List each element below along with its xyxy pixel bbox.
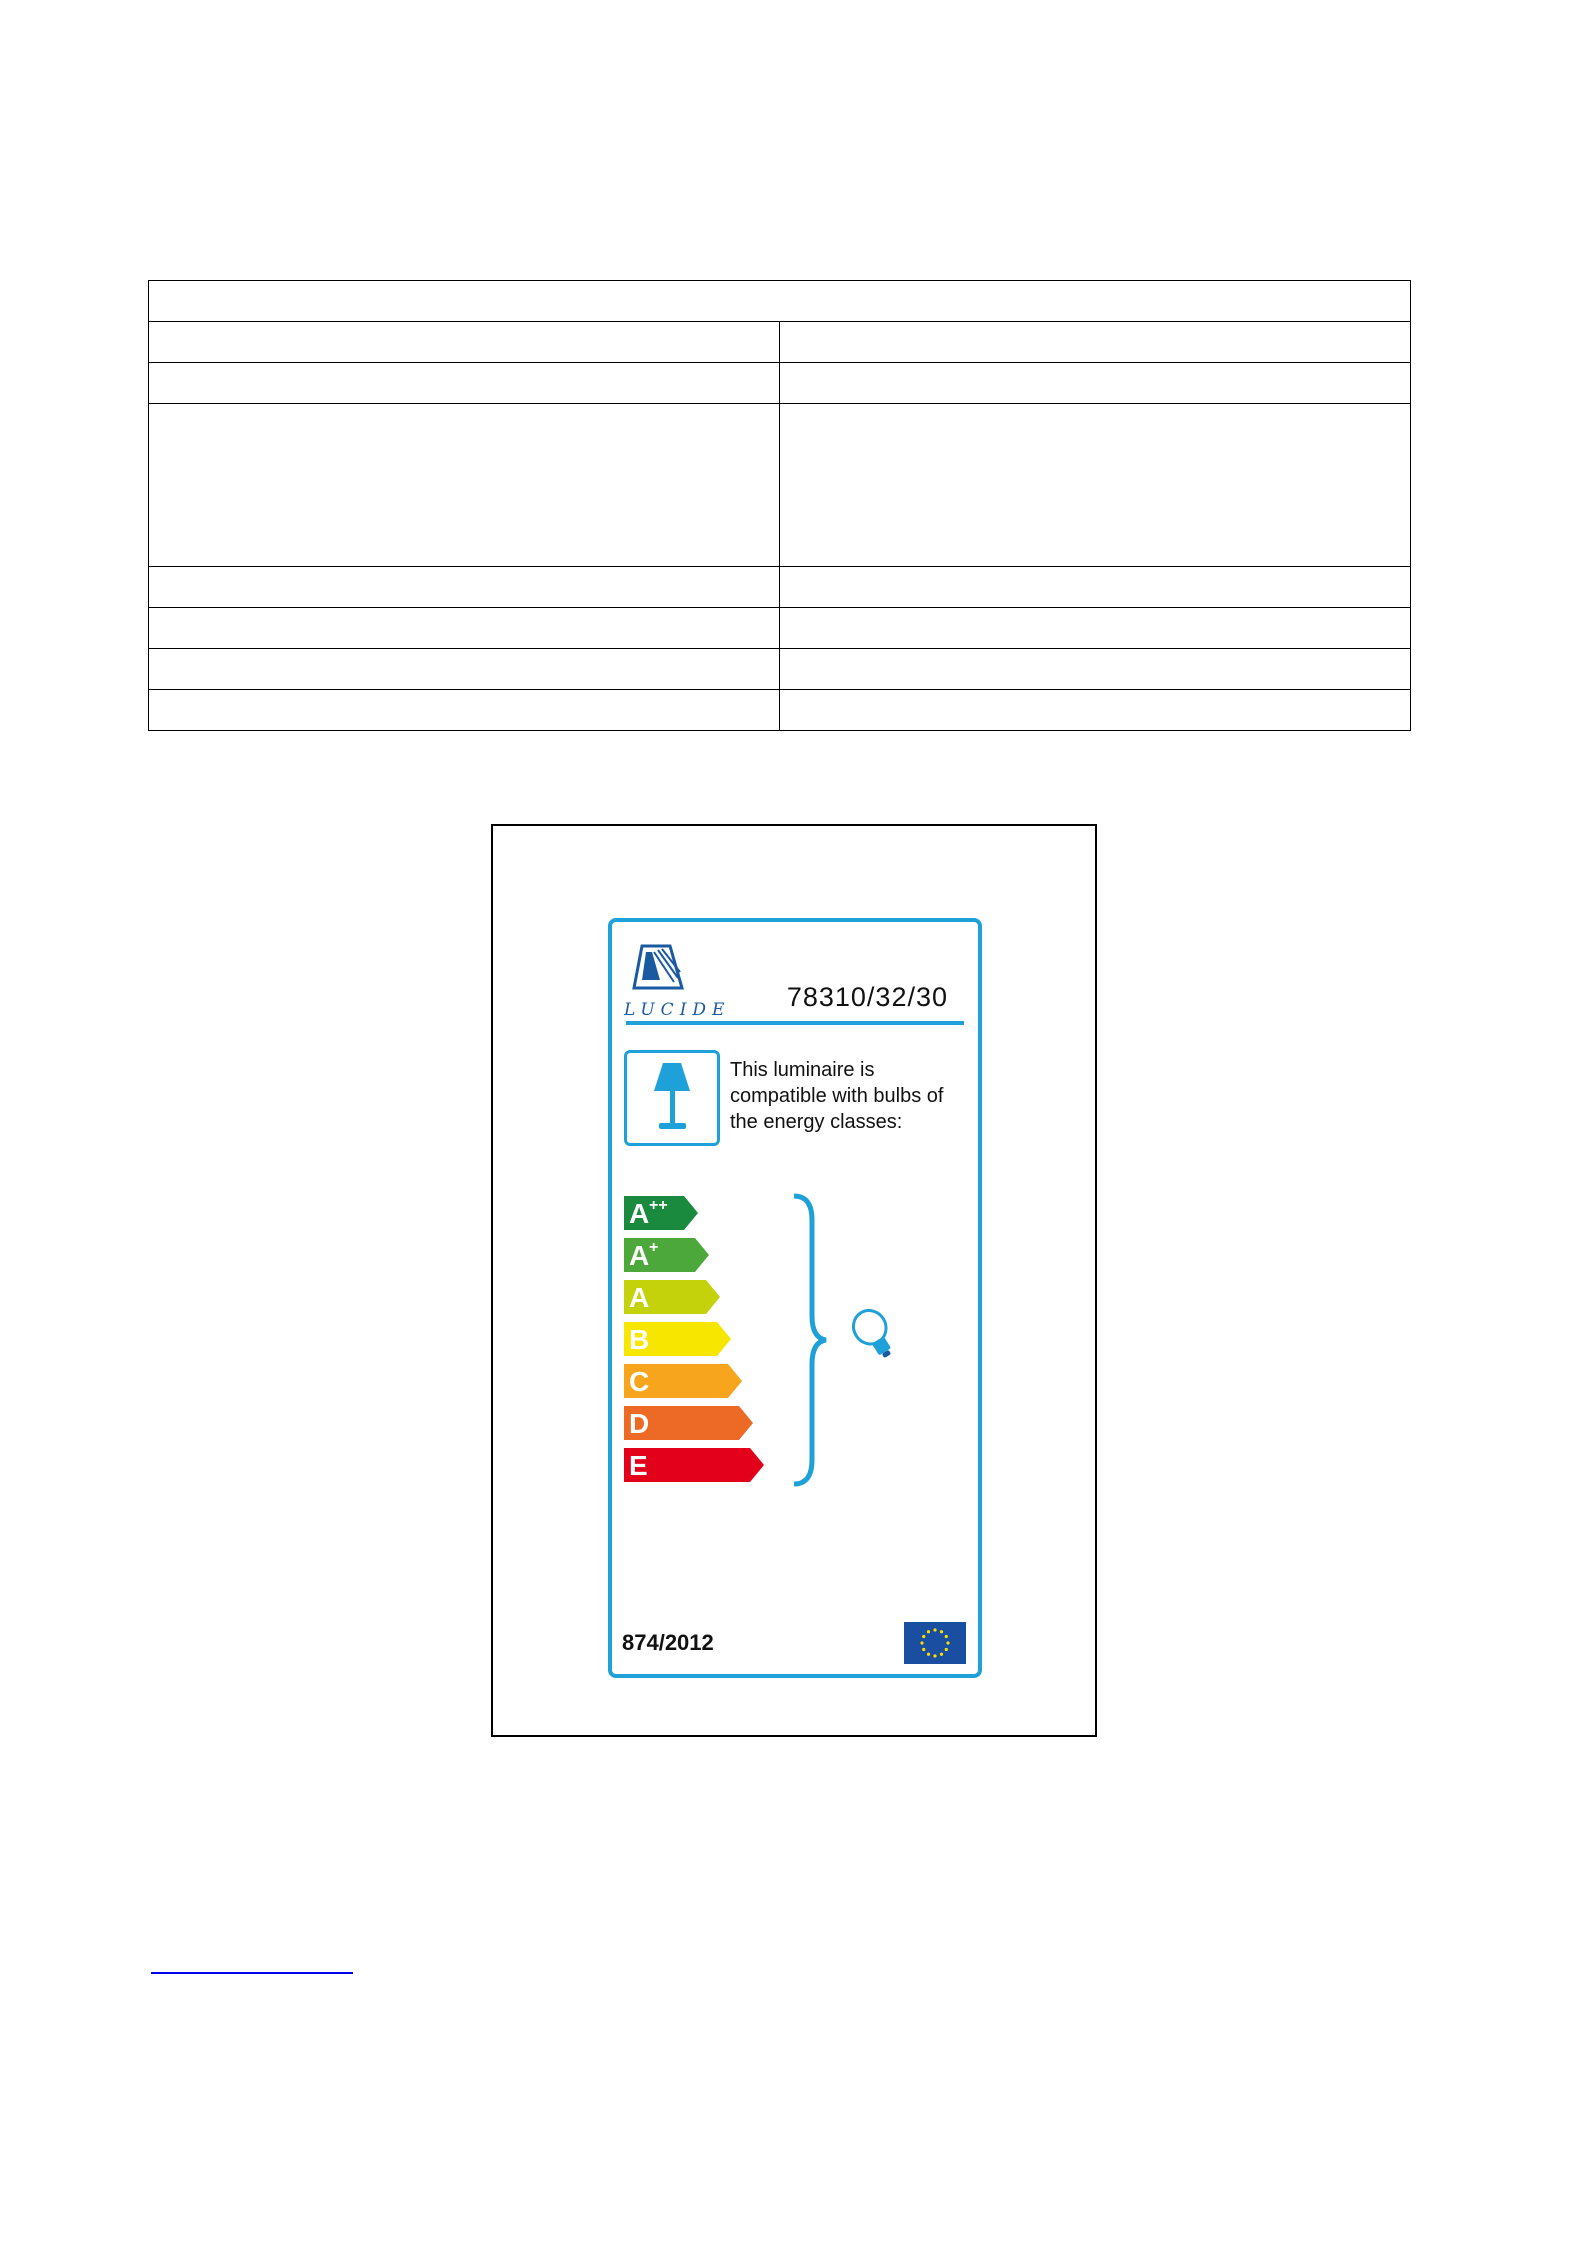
spec-table: [148, 280, 1411, 731]
table-row: [149, 404, 1411, 567]
table-row: [149, 608, 1411, 649]
eu-star-icon: [920, 1641, 923, 1644]
table-cell: [149, 363, 780, 404]
regulation-number: 874/2012: [622, 1630, 714, 1655]
energy-class-letter: B: [629, 1324, 650, 1355]
energy-class-6: [624, 1406, 753, 1440]
energy-class-letter: A: [629, 1282, 650, 1313]
table-cell: [780, 322, 1411, 363]
table-row: [149, 363, 1411, 404]
divider: [626, 1021, 964, 1025]
table-cell: [780, 608, 1411, 649]
energy-class-letter: C: [629, 1366, 650, 1397]
table-cell: [149, 404, 780, 567]
energy-label-frame: [491, 824, 1097, 1737]
eu-star-icon: [940, 1630, 943, 1633]
table-lamp-icon: [624, 1050, 720, 1146]
eu-star-icon: [927, 1630, 930, 1633]
energy-class-7: [624, 1448, 764, 1482]
table-row: [149, 567, 1411, 608]
table-cell: [780, 404, 1411, 567]
eu-star-icon: [940, 1653, 943, 1656]
table-cell: [149, 322, 780, 363]
eu-star-icon: [922, 1635, 925, 1638]
table-row: [149, 281, 1411, 322]
table-row: [149, 690, 1411, 731]
model-number: 78310/32/30: [786, 982, 948, 1012]
table-cell: [149, 649, 780, 690]
table-cell: [780, 690, 1411, 731]
energy-class-letter: A: [629, 1240, 650, 1271]
eu-star-icon: [945, 1648, 948, 1651]
eu-star-icon: [933, 1654, 936, 1657]
bulb-icon: [844, 1304, 906, 1364]
energy-class-1: [624, 1196, 698, 1230]
table-cell: [149, 690, 780, 731]
table-row: [149, 322, 1411, 363]
energy-class-letter: D: [629, 1408, 650, 1439]
eu-star-icon: [946, 1641, 949, 1644]
eu-star-icon: [933, 1628, 936, 1631]
eu-star-icon: [927, 1653, 930, 1656]
table-cell: [149, 567, 780, 608]
eu-star-icon: [922, 1648, 925, 1651]
table-cell: [149, 608, 780, 649]
table-row: [149, 649, 1411, 690]
energy-class-2: [624, 1238, 709, 1272]
brace-icon: [790, 1190, 830, 1490]
table-cell: [780, 567, 1411, 608]
table-header-cell: [149, 281, 1411, 322]
energy-class-letter: E: [629, 1450, 648, 1481]
energy-label: [608, 918, 982, 1678]
energy-class-superscript: ++: [649, 1197, 668, 1214]
energy-class-4: [624, 1322, 731, 1356]
eu-flag-icon: [904, 1622, 966, 1664]
table-cell: [780, 363, 1411, 404]
lucide-logo-icon: [624, 940, 731, 1020]
energy-class-5: [624, 1364, 742, 1398]
table-cell: [780, 649, 1411, 690]
energy-class-letter: A: [629, 1198, 650, 1229]
energy-class-scale: [624, 1192, 804, 1492]
energy-class-3: [624, 1280, 720, 1314]
eu-star-icon: [945, 1635, 948, 1638]
hyperlink[interactable]: [151, 1972, 353, 1974]
energy-class-superscript: +: [649, 1239, 659, 1256]
compatibility-text: This luminaire is compatible with bulbs of the energy classes:: [730, 1059, 944, 1133]
brand-name: LUCIDE: [624, 1000, 731, 1020]
